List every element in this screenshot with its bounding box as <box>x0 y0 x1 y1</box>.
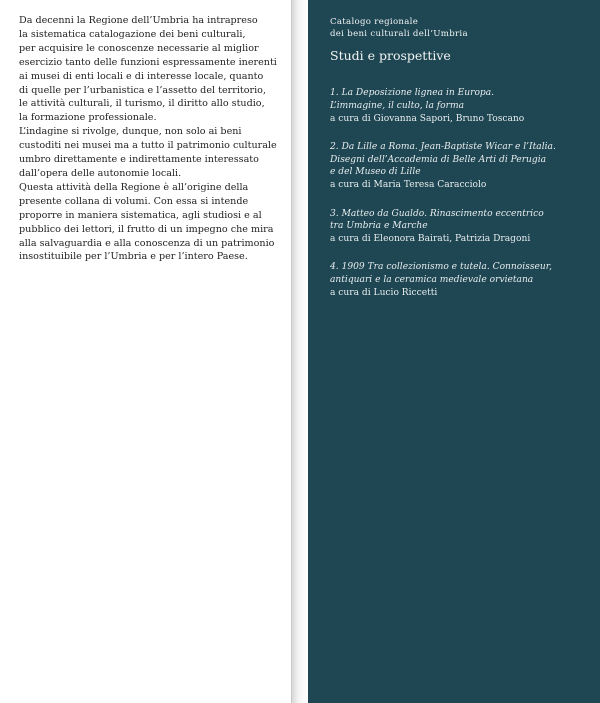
volume-title-line: Disegni dell’Accademia di Belle Arti di Perugia <box>330 154 547 165</box>
intro-line: per acquisire le conoscenze necessarie al miglior <box>19 42 259 54</box>
volume-entry <box>330 87 595 125</box>
volume-title-line: antiquari e la ceramica medievale orvietana <box>330 275 534 286</box>
series-header-line: dei beni culturali dell’Umbria <box>330 29 468 39</box>
intro-line: di quelle per l’urbanistica e l’assetto del territorio, <box>19 84 267 96</box>
intro-line: dall’opera delle autonomie locali. <box>19 167 182 179</box>
volume-title-line: 1. La Deposizione lignea in Europa. <box>330 88 495 98</box>
intro-text <box>19 14 289 264</box>
volume-entry <box>330 141 595 192</box>
intro-line: pubblico dei lettori, il frutto di un impegno che mira <box>19 223 274 235</box>
volume-curators: a cura di Giovanna Sapori, Bruno Toscano <box>330 113 525 124</box>
right-page <box>308 0 600 703</box>
intro-line: Da decenni la Regione dell’Umbria ha intrapreso <box>19 15 258 26</box>
volume-title-line: 4. 1909 Tra collezionismo e tutela. Connoisseur, <box>330 262 552 273</box>
intro-line: la sistematica catalogazione dei beni culturali, <box>19 28 246 40</box>
intro-line: insostituibile per l’Umbria e per l’intero Paese. <box>19 251 248 263</box>
intro-line: alla salvaguardia e alla conoscenza di un patrimonio <box>19 237 275 249</box>
book-gutter <box>292 0 308 703</box>
series-header-line: Catalogo regionale <box>330 17 419 27</box>
intro-line: custoditi nei musei ma a tutto il patrimonio culturale <box>19 140 277 152</box>
volume-title-line: e del Museo di Lille <box>330 167 421 178</box>
volume-title-line: 3. Matteo da Gualdo. Rinascimento eccentrico <box>330 208 544 219</box>
volume-list <box>330 87 595 315</box>
series-subtitle: Studi e prospettive <box>330 48 451 63</box>
intro-line: L’indagine si rivolge, dunque, non solo ai beni <box>19 126 242 138</box>
left-page <box>0 0 292 703</box>
intro-line: ai musei di enti locali e di interesse locale, quanto <box>19 70 264 82</box>
volume-title-line: 2. Da Lille a Roma. Jean-Baptiste Wicar e l’Italia. <box>330 141 556 152</box>
series-header <box>330 16 468 40</box>
volume-title-line: L’immagine, il culto, la forma <box>330 100 465 111</box>
volume-curators: a cura di Eleonora Bairati, Patrizia Dragoni <box>330 234 531 245</box>
volume-entry <box>330 261 595 299</box>
intro-line: Questa attività della Regione è all’origine della <box>19 181 249 193</box>
volume-entry <box>330 208 595 246</box>
volume-title-line: tra Umbria e Marche <box>330 221 428 232</box>
intro-line: le attività culturali, il turismo, il diritto allo studio, <box>19 98 265 110</box>
intro-line: proporre in maniera sistematica, agli studiosi e al <box>19 209 262 221</box>
intro-line: presente collana di volumi. Con essa si intende <box>19 195 249 207</box>
intro-line: esercizio tanto delle funzioni espressamente inerenti <box>19 56 277 68</box>
intro-line: la formazione professionale. <box>19 112 157 124</box>
volume-curators: a cura di Maria Teresa Caracciolo <box>330 180 487 191</box>
volume-curators: a cura di Lucio Riccetti <box>330 288 438 299</box>
intro-line: umbro direttamente e indirettamente interessato <box>19 154 259 166</box>
